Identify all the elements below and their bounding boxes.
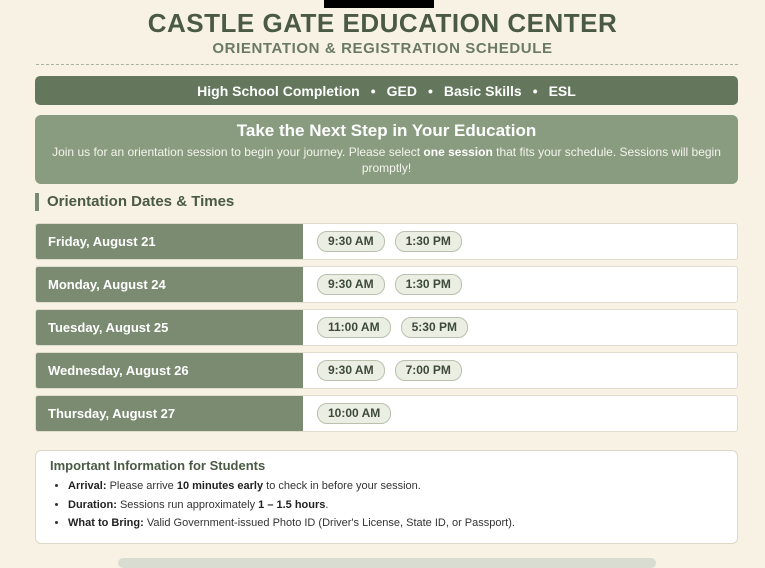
schedule-row	[35, 352, 738, 389]
schedule-row	[35, 309, 738, 346]
schedule-row	[35, 223, 738, 260]
programs-banner	[35, 76, 738, 105]
bullet-separator: •	[427, 82, 433, 99]
page-title: CASTLE GATE EDUCATION CENTER	[147, 8, 618, 38]
time-slot[interactable]: 5:30 PM	[401, 317, 468, 338]
info-item-duration	[68, 496, 723, 515]
section-heading: Orientation Dates & Times	[35, 193, 234, 211]
info-item-what-to-bring	[68, 514, 723, 533]
time-slot[interactable]: 1:30 PM	[395, 274, 462, 295]
time-slot[interactable]: 11:00 AM	[317, 317, 391, 338]
info-text: Sessions run approximately	[119, 498, 259, 511]
time-slot[interactable]: 10:00 AM	[317, 403, 391, 424]
program-basic-skills: Basic Skills	[443, 82, 522, 99]
info-label: What to Bring:	[68, 517, 144, 529]
schedule-day: Wednesday, August 26	[36, 353, 303, 388]
bullet-separator: •	[532, 82, 538, 99]
intro-body-text: that fits your schedule. Sessions will begin promptly!	[361, 145, 721, 175]
time-slots	[303, 353, 462, 388]
intro-body-emphasis: one session	[423, 145, 493, 159]
program-esl: ESL	[548, 82, 576, 99]
time-slot[interactable]: 7:00 PM	[395, 360, 462, 381]
info-box	[35, 450, 738, 544]
time-slots	[303, 396, 391, 431]
info-emphasis: 10 minutes early	[176, 480, 264, 492]
program-ged: GED	[386, 82, 417, 99]
intro-panel	[35, 115, 738, 184]
time-slots	[303, 267, 462, 302]
schedule-day: Tuesday, August 25	[36, 310, 303, 345]
time-slot[interactable]: 9:30 AM	[317, 231, 385, 252]
page-subtitle: ORIENTATION & REGISTRATION SCHEDULE	[212, 40, 553, 57]
time-slots	[303, 224, 462, 259]
schedule-day: Monday, August 24	[36, 267, 303, 302]
info-list	[50, 477, 723, 533]
info-label: Arrival:	[68, 480, 107, 492]
schedule-table	[35, 223, 738, 438]
schedule-day: Thursday, August 27	[36, 396, 303, 431]
info-emphasis: 1 – 1.5 hours	[258, 498, 326, 511]
dashed-divider	[36, 64, 738, 65]
intro-body	[35, 144, 738, 176]
info-text: .	[325, 498, 329, 511]
info-item-arrival	[68, 477, 723, 496]
redaction-bar	[324, 0, 434, 8]
info-text: Valid Government-issued Photo ID (Driver's License, State ID, or Passport).	[146, 517, 515, 529]
intro-body-text: Join us for an orientation session to begin your journey. Please select	[52, 145, 424, 159]
schedule-day: Friday, August 21	[36, 224, 303, 259]
time-slot[interactable]: 9:30 AM	[317, 274, 385, 295]
info-label: Duration:	[68, 498, 117, 511]
schedule-row	[35, 395, 738, 432]
bullet-separator: •	[370, 82, 376, 99]
time-slot[interactable]: 1:30 PM	[395, 231, 462, 252]
program-high-school-completion: High School Completion	[197, 82, 360, 99]
schedule-row	[35, 266, 738, 303]
time-slot[interactable]: 9:30 AM	[317, 360, 385, 381]
info-text: Please arrive	[109, 480, 177, 492]
time-slots	[303, 310, 468, 345]
info-title: Important Information for Students	[50, 458, 266, 473]
intro-title: Take the Next Step in Your Education	[236, 121, 537, 140]
bottom-bar	[118, 558, 656, 568]
info-text: to check in before your session.	[263, 480, 421, 492]
